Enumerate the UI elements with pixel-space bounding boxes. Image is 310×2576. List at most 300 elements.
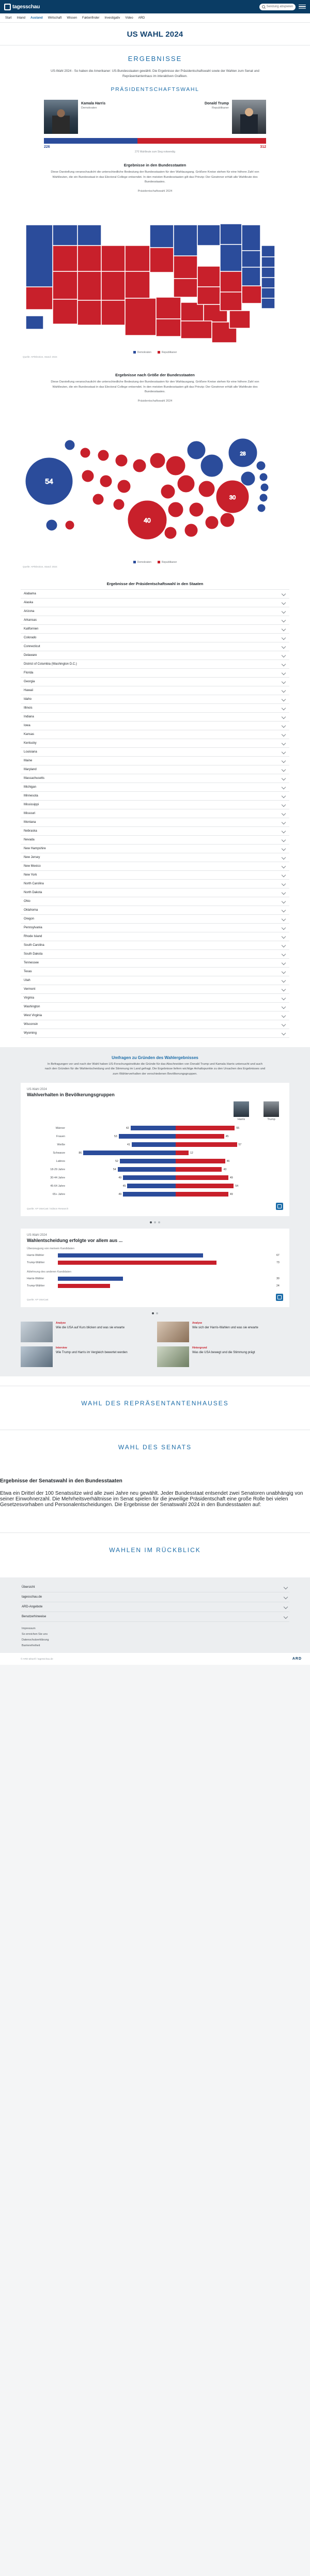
state-accordion-row[interactable] bbox=[21, 607, 289, 616]
elector-bar bbox=[44, 138, 266, 154]
svg-text:40: 40 bbox=[144, 517, 151, 525]
search-placeholder: Sendung abspielen bbox=[266, 5, 293, 8]
search-icon bbox=[262, 5, 265, 8]
footer-link[interactable]: So erreichen Sie uns bbox=[22, 1633, 48, 1636]
chevron-down-icon bbox=[282, 811, 286, 816]
state-accordion-row[interactable] bbox=[21, 757, 289, 765]
president-section-head bbox=[0, 79, 310, 95]
map1-label: Präsidentschaftswahl 2024 bbox=[137, 190, 173, 193]
nav-item-inland[interactable]: Inland bbox=[17, 16, 26, 20]
state-accordion-row[interactable] bbox=[21, 713, 289, 722]
chevron-down-icon bbox=[282, 847, 286, 851]
state-name: Mississippi bbox=[24, 803, 39, 807]
chart-row bbox=[27, 1259, 283, 1266]
elector-bar-note: 270 Wahlleute zum Sieg notwendig bbox=[134, 150, 176, 154]
states-accordion bbox=[21, 589, 289, 1038]
state-accordion-row[interactable] bbox=[21, 941, 289, 950]
chevron-down-icon bbox=[282, 820, 286, 824]
chart-value-trump: 12 bbox=[190, 1151, 193, 1155]
state-name: North Dakota bbox=[24, 891, 42, 895]
candidate-harris bbox=[44, 100, 155, 134]
chevron-down-icon bbox=[282, 855, 286, 860]
nav-item-ard[interactable]: ARD bbox=[138, 16, 145, 20]
share-button[interactable] bbox=[276, 1294, 283, 1301]
chart-row-label: 18-29 Jahre bbox=[50, 1168, 65, 1171]
state-name: Minnesota bbox=[24, 794, 38, 798]
chart-value-trump: 43 bbox=[223, 1168, 227, 1171]
chart-row bbox=[27, 1182, 283, 1190]
chevron-down-icon bbox=[282, 618, 286, 622]
teaser-item[interactable] bbox=[21, 1322, 153, 1342]
state-accordion-row[interactable] bbox=[21, 845, 289, 853]
state-accordion-row[interactable] bbox=[21, 669, 289, 678]
state-accordion-row[interactable] bbox=[21, 590, 289, 599]
state-name: Wisconsin bbox=[24, 1023, 38, 1026]
chart-value-harris: 54 bbox=[113, 1168, 116, 1171]
chevron-down-icon bbox=[282, 715, 286, 719]
senate-heading: WAHL DES SENATS bbox=[118, 1443, 192, 1451]
nav-item-start[interactable]: Start bbox=[5, 16, 12, 20]
state-name: Delaware bbox=[24, 654, 37, 657]
map1-title: Ergebnisse in den Bundesstaaten bbox=[123, 163, 187, 168]
chevron-down-icon bbox=[282, 943, 286, 947]
state-accordion-row[interactable] bbox=[21, 862, 289, 871]
carousel-dot[interactable] bbox=[158, 1221, 160, 1223]
bar-harris bbox=[123, 1175, 176, 1180]
state-accordion-row[interactable] bbox=[21, 827, 289, 836]
state-name: Florida bbox=[24, 671, 34, 675]
state-accordion-row[interactable] bbox=[21, 888, 289, 897]
share-button[interactable] bbox=[276, 1203, 283, 1210]
bar-trump bbox=[176, 1126, 235, 1130]
carousel-dots[interactable] bbox=[0, 1312, 310, 1314]
state-accordion-row[interactable] bbox=[21, 748, 289, 757]
state-name: Massachusetts bbox=[24, 777, 45, 780]
state-accordion-row[interactable] bbox=[21, 1029, 289, 1038]
state-accordion-row[interactable] bbox=[21, 871, 289, 880]
chevron-down-icon bbox=[282, 873, 286, 877]
map1-source: Quelle: AP/Election, Stand: 2024 bbox=[23, 356, 57, 359]
chevron-down-icon bbox=[282, 794, 286, 798]
chart-rows bbox=[27, 1124, 283, 1199]
footer-link[interactable]: Impressum bbox=[22, 1627, 36, 1631]
bar-value bbox=[58, 1261, 216, 1265]
bar-trump bbox=[176, 1142, 237, 1147]
chart-value: 67 bbox=[276, 1253, 280, 1257]
bar-trump bbox=[176, 1151, 189, 1155]
legend-dem: Demokraten bbox=[133, 351, 151, 354]
survey-intro: In Befragungen vor und nach der Wahl haben US-Forschungsinstitute die Gründe für das Abschneiden von Donald Trump und Kamala Harris untersucht und auch nach den Gründen für die Wahlentscheidung und die Stimmung im Land gefragt. Die Ergebnisse liefern wichtige Anhaltspunkte zu den Ursachen des Ergebnisses und zum Wählerverhalten der verschiedenen Bevölkerungsgruppen. bbox=[44, 1063, 266, 1076]
footer-links bbox=[21, 1622, 289, 1652]
chart-row-label: Harris-Wähler bbox=[27, 1277, 44, 1280]
chevron-down-icon bbox=[282, 697, 286, 701]
state-accordion-row[interactable] bbox=[21, 634, 289, 642]
state-name: Alabama bbox=[24, 592, 36, 596]
teaser-title: Wie sich der Harris-Wahlen und was sie erwarte bbox=[192, 1326, 258, 1329]
chevron-down-icon bbox=[282, 768, 286, 772]
bar-trump bbox=[176, 1134, 224, 1139]
state-name: Illinois bbox=[24, 707, 33, 710]
chart-value-trump: 45 bbox=[225, 1134, 229, 1138]
candidate-party: Demokraten bbox=[81, 106, 97, 110]
chevron-down-icon bbox=[282, 908, 286, 912]
state-accordion-row[interactable] bbox=[21, 651, 289, 660]
chevron-down-icon bbox=[282, 662, 286, 666]
state-accordion-row[interactable] bbox=[21, 792, 289, 801]
state-name: Kalifornien bbox=[24, 627, 39, 631]
state-name: West Virginia bbox=[24, 1014, 42, 1018]
burger-line-icon bbox=[299, 6, 306, 7]
candidate-name: Donald Trump bbox=[204, 102, 229, 106]
legend-harris: Harris bbox=[233, 1101, 250, 1121]
candidate-name: Kamala Harris bbox=[81, 102, 106, 106]
footer-row-label: Übersicht bbox=[22, 1586, 35, 1589]
bar-harris bbox=[131, 1126, 176, 1130]
chevron-down-icon bbox=[282, 1014, 286, 1018]
top-bar-right bbox=[259, 4, 306, 10]
chevron-down-icon bbox=[282, 706, 286, 710]
footer-copyright: © ARD-aktuell / tagesschau.de bbox=[21, 1657, 53, 1660]
teaser-row-1 bbox=[21, 1322, 289, 1342]
senate-section bbox=[0, 1430, 310, 1464]
state-name: Pennsylvania bbox=[24, 926, 42, 930]
us-map-bubbles[interactable] bbox=[21, 404, 289, 568]
nav-item-faktenfinder[interactable]: Faktenfinder bbox=[82, 16, 100, 20]
state-accordion-row[interactable] bbox=[21, 783, 289, 792]
chart-row-label: Latinos bbox=[56, 1159, 65, 1163]
map-block-states bbox=[0, 154, 310, 363]
state-name: South Dakota bbox=[24, 953, 43, 956]
chevron-down-icon bbox=[282, 680, 286, 684]
state-accordion-row[interactable] bbox=[21, 642, 289, 651]
avatar bbox=[264, 1101, 279, 1117]
chart-value: 73 bbox=[276, 1261, 280, 1264]
bar-value bbox=[58, 1277, 123, 1281]
teaser-item[interactable] bbox=[157, 1322, 289, 1342]
state-accordion-row[interactable] bbox=[21, 932, 289, 941]
bar-value bbox=[58, 1284, 110, 1288]
chart-value-harris: 41 bbox=[127, 1143, 130, 1146]
teaser-image bbox=[21, 1346, 53, 1367]
chart-row-label: Trump-Wähler bbox=[27, 1261, 45, 1264]
state-name: New York bbox=[24, 873, 37, 877]
state-accordion-row[interactable] bbox=[21, 880, 289, 888]
chart-row bbox=[27, 1124, 283, 1132]
chart-row-label: Schwarze bbox=[53, 1151, 65, 1155]
state-accordion-row[interactable] bbox=[21, 704, 289, 713]
chevron-down-icon bbox=[282, 741, 286, 745]
chart-card-motivation bbox=[21, 1229, 289, 1307]
site-logo[interactable] bbox=[4, 4, 40, 10]
teaser-item[interactable] bbox=[157, 1346, 289, 1367]
chevron-down-icon bbox=[282, 952, 286, 956]
state-accordion-row[interactable] bbox=[21, 915, 289, 924]
footer-bottom bbox=[0, 1653, 310, 1665]
state-accordion-row[interactable] bbox=[21, 599, 289, 607]
state-accordion-row[interactable] bbox=[21, 836, 289, 845]
state-name: Arkansas bbox=[24, 619, 37, 622]
state-name: Georgia bbox=[24, 680, 35, 684]
chevron-down-icon bbox=[282, 592, 286, 596]
state-name: District of Columbia (Washington D.C.) bbox=[24, 663, 77, 666]
carousel-dot[interactable] bbox=[154, 1221, 156, 1223]
footer-row[interactable] bbox=[21, 1583, 289, 1592]
chevron-down-icon bbox=[282, 891, 286, 895]
state-accordion-row[interactable] bbox=[21, 950, 289, 959]
chart-value-trump: 57 bbox=[238, 1143, 242, 1146]
nav-item-ausland[interactable]: Ausland bbox=[30, 16, 43, 20]
chevron-down-icon bbox=[282, 970, 286, 974]
card1-legend bbox=[27, 1101, 283, 1121]
chevron-down-icon bbox=[282, 776, 286, 780]
state-name: Washington bbox=[24, 1005, 40, 1009]
carousel-dots[interactable] bbox=[0, 1221, 310, 1223]
teaser-title: Was die USA bewegt und die Stimmung prägt bbox=[192, 1351, 255, 1354]
chevron-down-icon bbox=[282, 882, 286, 886]
chart-value-harris: 86 bbox=[79, 1151, 82, 1155]
menu-button[interactable] bbox=[299, 5, 306, 9]
elector-bar-rep bbox=[137, 138, 266, 144]
state-name: Kentucky bbox=[24, 742, 37, 745]
carousel-dot[interactable] bbox=[150, 1221, 152, 1223]
footer-row[interactable] bbox=[21, 1602, 289, 1612]
state-name: Michigan bbox=[24, 786, 37, 789]
state-accordion-row[interactable] bbox=[21, 809, 289, 818]
chevron-down-icon bbox=[282, 899, 286, 903]
state-accordion-row[interactable] bbox=[21, 1011, 289, 1020]
state-name: Nebraska bbox=[24, 830, 37, 833]
state-name: Oklahoma bbox=[24, 909, 38, 912]
bar-trump bbox=[176, 1159, 225, 1163]
state-accordion-row[interactable] bbox=[21, 695, 289, 704]
chart-row-label: Harris-Wähler bbox=[27, 1253, 44, 1257]
chevron-down-icon bbox=[284, 1615, 288, 1619]
state-accordion-row[interactable] bbox=[21, 660, 289, 669]
state-accordion-row[interactable] bbox=[21, 765, 289, 774]
footer-link[interactable]: Barrierefreiheit bbox=[22, 1644, 40, 1647]
map1-legend bbox=[21, 351, 289, 354]
legend-trump: Trump bbox=[262, 1101, 280, 1121]
page-title: US WAHL 2024 bbox=[127, 30, 183, 39]
card2-sub2: Ablehnung des anderen Kandidaten bbox=[27, 1270, 72, 1274]
bar-harris bbox=[120, 1159, 176, 1163]
state-accordion-row[interactable] bbox=[21, 801, 289, 809]
chevron-down-icon bbox=[282, 785, 286, 789]
nav-item-wissen[interactable]: Wissen bbox=[67, 16, 78, 20]
state-accordion-row[interactable] bbox=[21, 968, 289, 976]
chevron-down-icon bbox=[282, 724, 286, 728]
chart-row bbox=[27, 1132, 283, 1141]
state-accordion-row[interactable] bbox=[21, 897, 289, 906]
survey-section bbox=[0, 1047, 310, 1376]
footer-link[interactable]: Datenschutzerklärung bbox=[22, 1638, 49, 1642]
state-name: North Carolina bbox=[24, 882, 44, 886]
state-accordion-row[interactable] bbox=[21, 739, 289, 748]
state-name: Idaho bbox=[24, 698, 32, 701]
card2-sub1: Überzeugung von meinem Kandidaten bbox=[27, 1247, 75, 1250]
card2-title: Wahlentscheidung erfolgte vor allem aus ... bbox=[27, 1237, 123, 1243]
state-accordion-row[interactable] bbox=[21, 976, 289, 985]
state-name: Maryland bbox=[24, 768, 37, 772]
results-section-head bbox=[0, 45, 310, 66]
chart-value-trump: 49 bbox=[229, 1176, 233, 1179]
teaser-kicker: Analyse bbox=[56, 1321, 66, 1325]
main-nav bbox=[0, 13, 310, 23]
chart-value: 30 bbox=[276, 1277, 280, 1280]
chevron-down-icon bbox=[282, 609, 286, 614]
state-accordion-row[interactable] bbox=[21, 994, 289, 1003]
chevron-down-icon bbox=[282, 688, 286, 693]
senate-block-title: Ergebnisse der Senatswahl in den Bundesstaaten bbox=[0, 1478, 122, 1484]
chevron-down-icon bbox=[282, 1022, 286, 1026]
state-name: South Carolina bbox=[24, 944, 44, 947]
us-map-svg bbox=[21, 194, 289, 349]
state-name: Hawaii bbox=[24, 689, 34, 693]
chevron-down-icon bbox=[282, 750, 286, 754]
results-lead: US-Wahl 2024 - So haben die Amerikaner: US-Bundesstaaten gewählt. Die Ergebnisse der Präsidentschaftswahl sowie der Wahlen zum Senat und Repräsentantenhaus im interaktiven Grafiken. bbox=[51, 69, 259, 79]
state-name: Indiana bbox=[24, 715, 34, 719]
state-name: Alaska bbox=[24, 601, 34, 605]
nav-item-video[interactable]: Video bbox=[125, 16, 133, 20]
card2-kicker: US-Wahl 2024 bbox=[27, 1233, 47, 1237]
state-accordion-row[interactable] bbox=[21, 959, 289, 968]
state-name: Oregon bbox=[24, 917, 35, 921]
chevron-down-icon bbox=[282, 759, 286, 763]
elector-bar-dem bbox=[44, 138, 137, 144]
chart-card-voterbehaviour bbox=[21, 1083, 289, 1216]
chart-value-harris: 45 bbox=[122, 1184, 126, 1188]
svg-text:54: 54 bbox=[45, 477, 53, 486]
state-accordion-row[interactable] bbox=[21, 853, 289, 862]
teaser-row-2 bbox=[21, 1346, 289, 1367]
chevron-down-icon bbox=[282, 917, 286, 921]
state-accordion-row[interactable] bbox=[21, 818, 289, 827]
chart-row-label: 45-64 Jahre bbox=[50, 1184, 65, 1188]
chart-row-label: 30-44 Jahre bbox=[50, 1176, 65, 1179]
state-accordion-row[interactable] bbox=[21, 985, 289, 994]
chevron-down-icon bbox=[282, 829, 286, 833]
state-name: Maine bbox=[24, 759, 33, 763]
state-name: Nevada bbox=[24, 838, 35, 842]
bar-trump bbox=[176, 1175, 228, 1180]
chart-row-label: Männer bbox=[55, 1126, 65, 1130]
card2-source: Quelle: AP VoteCast bbox=[27, 1298, 49, 1301]
bar-harris bbox=[119, 1134, 176, 1139]
search-input[interactable] bbox=[259, 4, 296, 10]
card1-title: Wahlverhalten in Bevölkerungsgruppen bbox=[27, 1092, 115, 1097]
house-section bbox=[0, 1386, 310, 1420]
state-name: New Hampshire bbox=[24, 847, 46, 851]
chart-row bbox=[27, 1149, 283, 1157]
footer-row-label: Benutzerhinweise bbox=[22, 1615, 47, 1619]
state-accordion-row[interactable] bbox=[21, 1020, 289, 1029]
footer bbox=[0, 1577, 310, 1664]
state-name: Utah bbox=[24, 979, 30, 983]
candidate-duel bbox=[44, 100, 266, 154]
state-name: Missouri bbox=[24, 812, 36, 816]
house-heading: WAHL DES REPRÄSENTANTENHAUSES bbox=[81, 1399, 229, 1407]
teaser-title: Wie die USA auf Kurs blicken und was sie erwarte bbox=[56, 1326, 125, 1329]
bar-harris bbox=[127, 1184, 176, 1188]
chevron-down-icon bbox=[284, 1605, 288, 1609]
nav-item-investigativ[interactable]: Investigativ bbox=[104, 16, 120, 20]
chevron-down-icon bbox=[282, 996, 286, 1000]
chevron-down-icon bbox=[284, 1595, 288, 1599]
state-name: Ohio bbox=[24, 900, 30, 903]
chart-row bbox=[27, 1282, 283, 1290]
legend-rep: Republikaner bbox=[158, 561, 177, 564]
bar-harris bbox=[118, 1167, 176, 1172]
bar-trump bbox=[176, 1184, 234, 1188]
state-name: Arizona bbox=[24, 610, 35, 614]
card1-kicker: US-Wahl 2024 bbox=[27, 1087, 47, 1091]
chevron-down-icon bbox=[282, 934, 286, 939]
nav-item-wirtschaft[interactable]: Wirtschaft bbox=[48, 16, 62, 20]
chart-row bbox=[27, 1157, 283, 1166]
avatar bbox=[44, 100, 78, 134]
us-map-choropleth[interactable] bbox=[21, 194, 289, 358]
president-heading: PRÄSIDENTSCHAFTSWAHL bbox=[111, 86, 199, 93]
state-name: Wyoming bbox=[24, 1032, 37, 1035]
footer-row[interactable] bbox=[21, 1612, 289, 1622]
us-bubble-svg bbox=[21, 404, 289, 559]
map-block-bubbles bbox=[0, 363, 310, 573]
survey-heading: Umfragen zu Gründen des Wahlergebnisses bbox=[112, 1055, 198, 1061]
state-name: New Mexico bbox=[24, 865, 41, 868]
chart-value-harris: 52 bbox=[115, 1159, 118, 1163]
chevron-down-icon bbox=[282, 1031, 286, 1035]
state-name: Louisiana bbox=[24, 750, 37, 754]
map2-source: Quelle: AP/Election, Stand: 2024 bbox=[23, 565, 57, 569]
chart-row-label: Weiße bbox=[57, 1143, 65, 1146]
senate-block-desc: Etwa ein Drittel der 100 Senatssitze wird alle zwei Jahre neu gewählt. Jeder Bundesstaat entsendet zwei Senatoren unabhängig von seiner Einwohnerzahl. Die Mehrheitsverhältnisse im Senat spielen für die jeweilige Präsidentschaft eine große Rolle bei vielen Gesetzesvorhaben und Personalentscheidungen. Die Ergebnisse der Senatswahl 2024 in den Bundesstaaten auf: bbox=[0, 1491, 303, 1508]
map2-legend bbox=[21, 561, 289, 564]
bar-value bbox=[58, 1253, 203, 1258]
state-accordion-row[interactable] bbox=[21, 906, 289, 915]
state-accordion-row[interactable] bbox=[21, 722, 289, 730]
footer-row[interactable] bbox=[21, 1592, 289, 1602]
state-accordion-row[interactable] bbox=[21, 678, 289, 686]
chevron-down-icon bbox=[282, 601, 286, 605]
carousel-dot[interactable] bbox=[152, 1312, 154, 1314]
state-accordion-row[interactable] bbox=[21, 924, 289, 932]
chart-value-harris: 53 bbox=[114, 1134, 117, 1138]
state-accordion-row[interactable] bbox=[21, 730, 289, 739]
chart-row bbox=[27, 1141, 283, 1149]
chevron-down-icon bbox=[282, 926, 286, 930]
bar-harris bbox=[123, 1192, 176, 1197]
state-accordion-row[interactable] bbox=[21, 686, 289, 695]
bar-harris bbox=[132, 1142, 176, 1147]
chart-rows-conviction bbox=[27, 1252, 283, 1266]
teaser-image bbox=[21, 1322, 53, 1342]
carousel-dot[interactable] bbox=[156, 1312, 158, 1314]
chart-rows-rejection bbox=[27, 1275, 283, 1290]
state-name: Colorado bbox=[24, 636, 37, 640]
state-accordion-row[interactable] bbox=[21, 616, 289, 625]
state-name: Rhode Island bbox=[24, 935, 42, 939]
state-accordion-row[interactable] bbox=[21, 1003, 289, 1011]
map1-desc: Diese Darstellung veranschaulicht die unterschiedliche Bedeutung der Bundesstaaten für den Wahlausgang. Größere Kreise stehen für eine höhere Zahl von Wahlleuten, die ein Bundesstaat in das Electoral College entsendet. In den meisten Bundesstaaten gilt das Prinzip: Der Gewinner erhält alle Wahlleute des Bundesstaates. bbox=[51, 171, 259, 183]
chevron-down-icon bbox=[282, 987, 286, 991]
chevron-down-icon bbox=[282, 732, 286, 737]
avatar bbox=[234, 1101, 249, 1117]
map2-desc: Diese Darstellung veranschaulicht die unterschiedliche Bedeutung der Bundesstaaten für den Wahlausgang. Größere Kreise stehen für eine höhere Zahl von Wahlleuten, die ein Bundesstaat in das Electoral College entsendet. In den meisten Bundesstaaten gilt das Prinzip: Der Gewinner erhält alle Wahlleute des Bundesstaates. bbox=[51, 380, 259, 393]
state-accordion-row[interactable] bbox=[21, 625, 289, 634]
state-accordion-row[interactable] bbox=[21, 774, 289, 783]
chevron-down-icon bbox=[282, 671, 286, 675]
teaser-item[interactable] bbox=[21, 1346, 153, 1367]
